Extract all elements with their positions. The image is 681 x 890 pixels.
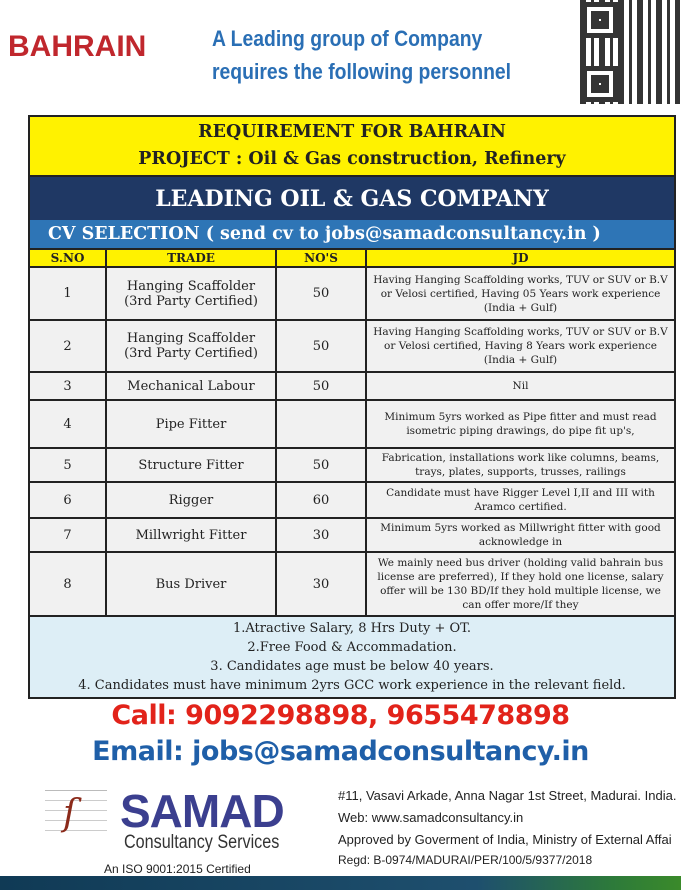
sno-cell: 1 bbox=[30, 268, 107, 319]
trade-cell: Hanging Scaffolder (3rd Party Certified) bbox=[107, 321, 277, 371]
nos-cell: 50 bbox=[277, 373, 367, 399]
nos-cell: 60 bbox=[277, 483, 367, 517]
sno-cell: 4 bbox=[30, 401, 107, 447]
col-jd: JD bbox=[512, 251, 529, 265]
table-row bbox=[30, 319, 674, 371]
trade-cell: Bus Driver bbox=[107, 553, 277, 615]
table-row bbox=[30, 447, 674, 481]
qr-code-icon bbox=[580, 0, 680, 104]
jd-cell: Minimum 5yrs worked as Pipe fitter and must read isometric piping drawings, do pipe fit up's, bbox=[384, 411, 657, 437]
sno-cell: 8 bbox=[30, 553, 107, 615]
jd-cell: Fabrication, installations work like columns, beams, trays, plates, supports, trusses, railings bbox=[381, 452, 660, 478]
col-sno: S.NO bbox=[30, 250, 107, 266]
sno-cell: 6 bbox=[30, 483, 107, 517]
cv-selection-line: CV SELECTION ( send cv to jobs@samadconsultancy.in ) bbox=[30, 220, 674, 248]
call-numbers: Call: 9092298898, 9655478898 bbox=[111, 700, 570, 731]
note: 2.Free Food & Accommadation. bbox=[247, 640, 457, 655]
jd-cell: We mainly need bus driver (holding valid bahrain bus license are preferred), If they hold one license, salary offer will be 130 BD/If they hold multiple license, we can offer more/If they bbox=[377, 557, 664, 611]
address: #11, Vasavi Arkade, Anna Nagar 1st Street, Madurai. India. bbox=[338, 788, 677, 803]
registration: Regd: B-0974/MADURAI/PER/100/5/9377/2018 bbox=[338, 853, 593, 867]
iso-certified: An ISO 9001:2015 Certified bbox=[104, 862, 251, 876]
sno-cell: 3 bbox=[30, 373, 107, 399]
requirement-table bbox=[28, 115, 676, 699]
col-nos: NO'S bbox=[277, 250, 367, 266]
table-row bbox=[30, 481, 674, 517]
sno-cell: 5 bbox=[30, 449, 107, 481]
jd-cell: Having Hanging Scaffolding works, TUV or SUV or B.V or Velosi certified, Having 8 Years work experience (India + Gulf) bbox=[373, 326, 668, 366]
tagline-line-1: A Leading group of Company bbox=[212, 26, 483, 51]
col-trade: TRADE bbox=[107, 250, 277, 266]
approval: Approved by Goverment of India, Ministry of External Affai bbox=[338, 832, 672, 847]
note: 3. Candidates age must be below 40 years. bbox=[210, 659, 494, 674]
trade-cell: Millwright Fitter bbox=[107, 519, 277, 551]
table-row bbox=[30, 399, 674, 447]
table-row bbox=[30, 551, 674, 615]
sno-cell: 2 bbox=[30, 321, 107, 371]
logo-text: SAMAD bbox=[120, 785, 284, 837]
country-heading: BAHRAIN bbox=[8, 30, 147, 63]
company-heading: LEADING OIL & GAS COMPANY bbox=[30, 175, 674, 220]
nos-cell: 30 bbox=[277, 553, 367, 615]
jd-cell: Nil bbox=[512, 380, 529, 392]
table-row bbox=[30, 517, 674, 551]
footer-band bbox=[0, 876, 681, 890]
tagline bbox=[212, 22, 511, 88]
sno-cell: 7 bbox=[30, 519, 107, 551]
project-line: PROJECT : Oil & Gas construction, Refinery bbox=[138, 149, 566, 169]
jd-cell: Candidate must have Rigger Level I,II and III with Aramco certified. bbox=[386, 487, 655, 513]
note: 1.Atractive Salary, 8 Hrs Duty + OT. bbox=[232, 621, 472, 636]
trade-cell: Hanging Scaffolder (3rd Party Certified) bbox=[107, 268, 277, 319]
trade-cell: Structure Fitter bbox=[107, 449, 277, 481]
nos-cell: 50 bbox=[277, 268, 367, 319]
benefits-notes bbox=[30, 615, 674, 697]
trade-cell: Mechanical Labour bbox=[107, 373, 277, 399]
requirement-title bbox=[30, 117, 674, 175]
jd-cell: Having Hanging Scaffolding works, TUV or SUV or B.V or Velosi certified, Having 05 Years work experience (India + Gulf) bbox=[373, 273, 668, 314]
contact-email: Email: jobs@samadconsultancy.in bbox=[92, 736, 589, 767]
table-row bbox=[30, 266, 674, 319]
jd-cell: Minimum 5yrs worked as Millwright fitter with good acknowledge in bbox=[380, 522, 661, 548]
table-row bbox=[30, 371, 674, 399]
table-body bbox=[30, 266, 674, 615]
logo-subtitle: Consultancy Services bbox=[124, 832, 280, 853]
table-header bbox=[30, 248, 674, 266]
trade-cell: Pipe Fitter bbox=[107, 401, 277, 447]
website: Web: www.samadconsultancy.in bbox=[338, 810, 524, 825]
samad-logo-icon: ſ bbox=[45, 790, 107, 840]
nos-cell bbox=[277, 401, 367, 447]
tagline-line-2: requires the following personnel bbox=[212, 59, 512, 84]
nos-cell: 30 bbox=[277, 519, 367, 551]
note: 4. Candidates must have minimum 2yrs GCC work experience in the relevant field. bbox=[78, 678, 626, 693]
nos-cell: 50 bbox=[277, 449, 367, 481]
trade-cell: Rigger bbox=[107, 483, 277, 517]
requirement-line: REQUIREMENT FOR BAHRAIN bbox=[198, 122, 506, 142]
nos-cell: 50 bbox=[277, 321, 367, 371]
